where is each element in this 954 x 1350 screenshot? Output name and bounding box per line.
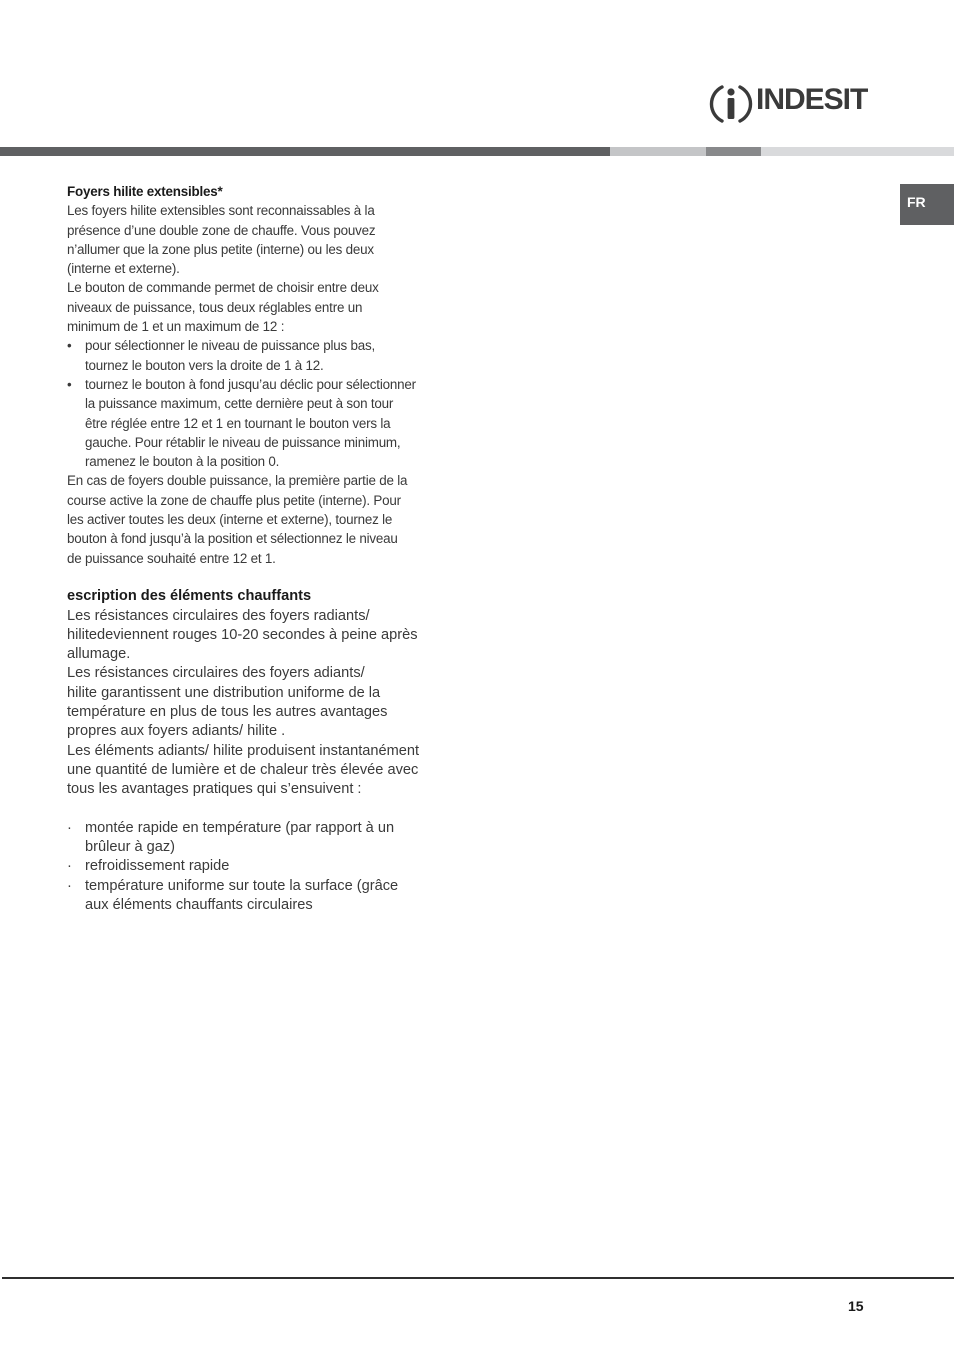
- footer-rule: [2, 1277, 954, 1279]
- language-tab: FR: [900, 184, 954, 225]
- text-line: bouton à fond jusqu’à la position et sélectionnez le niveau: [67, 531, 398, 547]
- section-title: Foyers hilite extensibles*: [67, 184, 223, 199]
- text-line: tournez le bouton vers la droite de 1 à 12.: [85, 357, 324, 373]
- text-line: allumage.: [67, 646, 131, 663]
- indesit-info-icon: [708, 81, 754, 127]
- text-line: Les éléments adiants/ hilite produisent instantanément: [67, 742, 420, 759]
- text-line: température en plus de tous les autres avantages: [67, 704, 388, 721]
- text-line: (interne et externe).: [67, 261, 180, 277]
- text-line: pour sélectionner le niveau de puissance plus bas,: [85, 338, 375, 354]
- list-item: [67, 336, 447, 375]
- text-line: présence d’une double zone de chauffe. Vous pouvez: [67, 222, 376, 238]
- text-line: la puissance maximum, cette dernière peut à son tour: [85, 396, 394, 412]
- text-line: ramenez le bouton à la position 0.: [85, 454, 280, 470]
- text-line: montée rapide en température (par rapport à un: [85, 819, 395, 836]
- text-line: Les résistances circulaires des foyers radiants/: [67, 607, 370, 624]
- list-item: [67, 819, 447, 858]
- header-band-dark: [0, 147, 610, 156]
- header-band-mid: [706, 147, 761, 156]
- text-line: aux éléments chauffants circulaires: [85, 896, 313, 913]
- content-column: [67, 182, 447, 915]
- section-foyers-hilite: [67, 182, 447, 568]
- text-line: n’allumer que la zone plus petite (interne) ou les deux: [67, 241, 374, 257]
- text-line: refroidissement rapide: [85, 858, 230, 875]
- section-elements-chauffants: [67, 587, 447, 915]
- bullet-marker: ·: [67, 819, 72, 836]
- bullet-marker: ·: [67, 858, 72, 875]
- bullet-marker: •: [67, 338, 72, 354]
- text-line: propres aux foyers adiants/ hilite .: [67, 723, 286, 740]
- text-line: de puissance souhaité entre 12 et 1.: [67, 550, 276, 566]
- text-line: les activer toutes les deux (interne et externe), tournez le: [67, 512, 393, 528]
- text-line: tournez le bouton à fond jusqu’au déclic pour sélectionner: [85, 376, 416, 392]
- list-item: [67, 857, 447, 876]
- bullet-marker: •: [67, 376, 72, 392]
- text-line: gauche. Pour rétablir le niveau de puissance minimum,: [85, 434, 401, 450]
- text-line: être réglée entre 12 et 1 en tournant le bouton vers la: [85, 415, 391, 431]
- bullet-marker: ·: [67, 877, 72, 894]
- list-item: [67, 877, 447, 916]
- text-line: En cas de foyers double puissance, la première partie de la: [67, 473, 408, 489]
- text-line: minimum de 1 et un maximum de 12 :: [67, 319, 285, 335]
- text-line: tous les avantages pratiques qui s’ensuivent :: [67, 781, 362, 798]
- list-item: [67, 375, 447, 471]
- text-line: hilitedeviennent rouges 10-20 secondes à peine après: [67, 626, 418, 643]
- text-line: une quantité de lumière et de chaleur très élevée avec: [67, 761, 419, 778]
- text-line: course active la zone de chauffe plus petite (interne). Pour: [67, 492, 401, 508]
- text-line: Le bouton de commande permet de choisir entre deux: [67, 280, 379, 296]
- text-line: brûleur à gaz): [85, 839, 176, 856]
- page-number: 15: [848, 1298, 864, 1314]
- section-title: escription des éléments chauffants: [67, 588, 312, 605]
- indesit-logo: [708, 80, 872, 128]
- header-band-light: [610, 147, 706, 156]
- header-band-pale: [761, 147, 954, 156]
- text-line: Les foyers hilite extensibles sont reconnaissables à la: [67, 203, 375, 219]
- spacer: [67, 800, 447, 819]
- text-line: Les résistances circulaires des foyers adiants/: [67, 665, 365, 682]
- text-line: hilite garantissent une distribution uniforme de la: [67, 684, 381, 701]
- text-line: température uniforme sur toute la surface (grâce: [85, 877, 399, 894]
- text-line: niveaux de puissance, tous deux réglables entre un: [67, 299, 363, 315]
- brand-name: INDESIT: [756, 83, 868, 116]
